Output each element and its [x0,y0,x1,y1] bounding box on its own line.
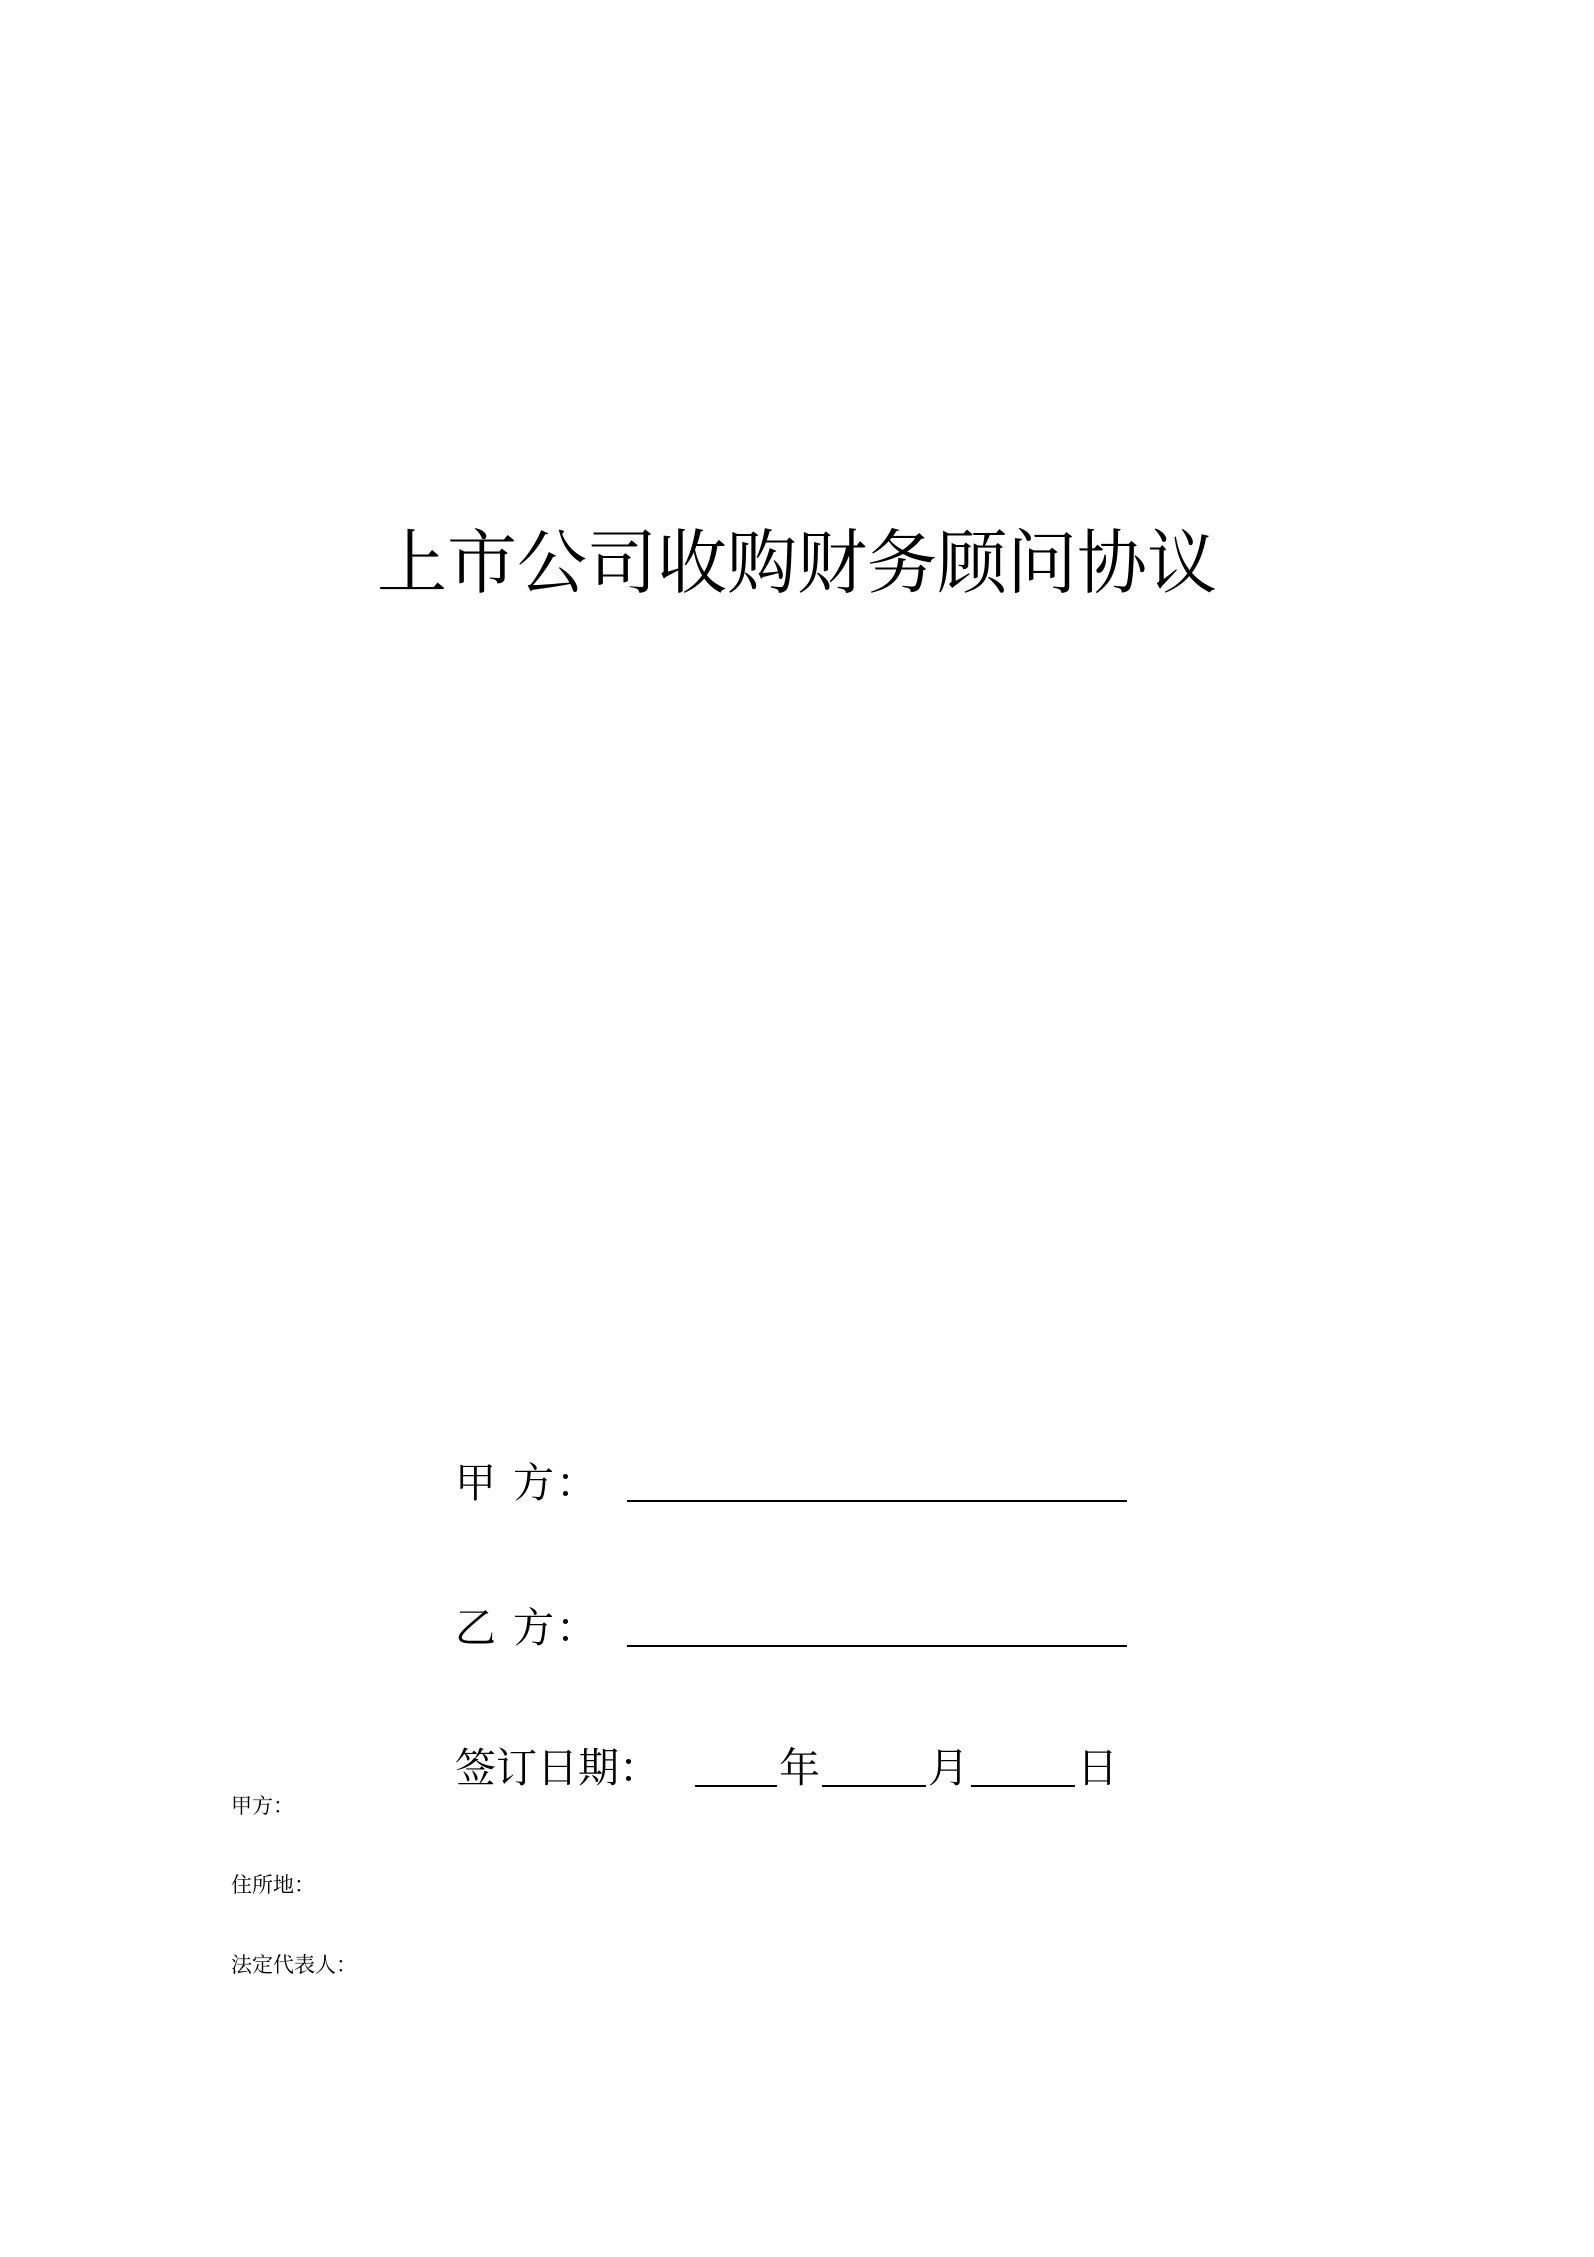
legal-representative-label: 法定代表人： [231,1953,357,1977]
party-b-label: 乙 方： [455,1603,600,1652]
party-a-blank-line [627,1456,1127,1502]
document-title: 上市公司收购财务顾问协议 [377,522,1217,604]
party-b-row [455,1594,1127,1654]
day-unit: 日 [1077,1743,1118,1792]
party-b-blank-line [627,1601,1127,1647]
party-a-label: 甲 方： [455,1458,600,1507]
day-blank-line [971,1741,1075,1787]
month-unit: 月 [928,1743,969,1792]
party-a-detail-label: 甲方： [231,1794,294,1818]
party-a-row [455,1449,1127,1509]
address-label: 住所地： [231,1873,315,1897]
month-blank-line [822,1741,926,1787]
sign-date-label: 签订日期： [455,1743,660,1792]
year-unit: 年 [779,1743,820,1792]
sign-date-row [455,1734,1120,1794]
year-blank-line [695,1741,777,1787]
